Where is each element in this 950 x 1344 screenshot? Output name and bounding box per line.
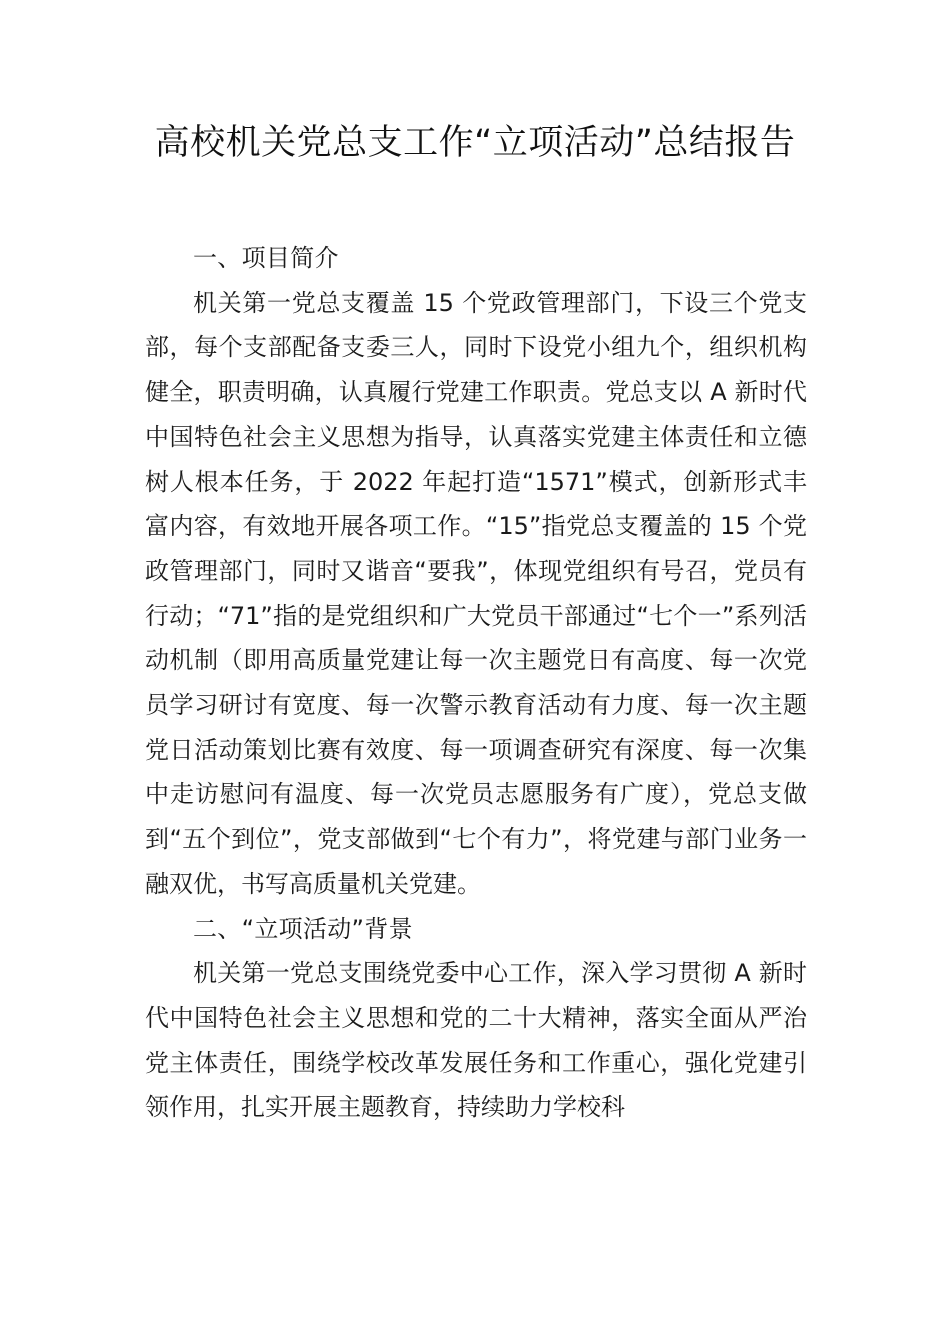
section-heading-project-intro: 一、项目简介	[193, 244, 339, 272]
section-paragraph-background: 机关第一党总支围绕党委中心工作，深入学习贯彻 A 新时代中国特色社会主义思想和党的二十大精神，落实全面从严治党主体责任，围绕学校改革发展任务和工作重心，强化党建引领作用，扎实开展主题教育，持续助力学校科	[145, 959, 807, 1122]
section-heading-background: 二、“立项活动”背景	[193, 914, 413, 943]
document-title: 高校机关党总支工作“立项活动”总结报告	[154, 123, 796, 163]
section-paragraph-project-intro: 机关第一党总支覆盖 15 个党政管理部门，下设三个党支部，每个支部配备支委三人，同时下设党小组九个，组织机构健全，职责明确，认真履行党建工作职责。党总支以 A 新时代中国特色社会主义思想为指导，认真落实党建主体责任和立德树人根本任务，于 2022 年起打造“1571”模式，创新形式丰富内容，有效地开展各项工作。“15”指党总支覆盖的 15 个党政管理部门，同时又谐音“要我”，体现党组织有号召，党员有行动；“71”指的是党组织和广大党员干部通过“七个一”系列活动机制（即用高质量党建让每一次主题党日有高度、每一次党员学习研讨有宽度、每一次警示教育活动有力度、每一次主题党日活动策划比赛有效度、每一项调查研究有深度、每一次集中走访慰问有温度、每一次党员志愿服务有广度），党总支做到“五个到位”，党支部做到“七个有力”，将党建与部门业务一融双优，书写高质量机关党建。	[145, 288, 807, 898]
document-body	[145, 236, 807, 1130]
